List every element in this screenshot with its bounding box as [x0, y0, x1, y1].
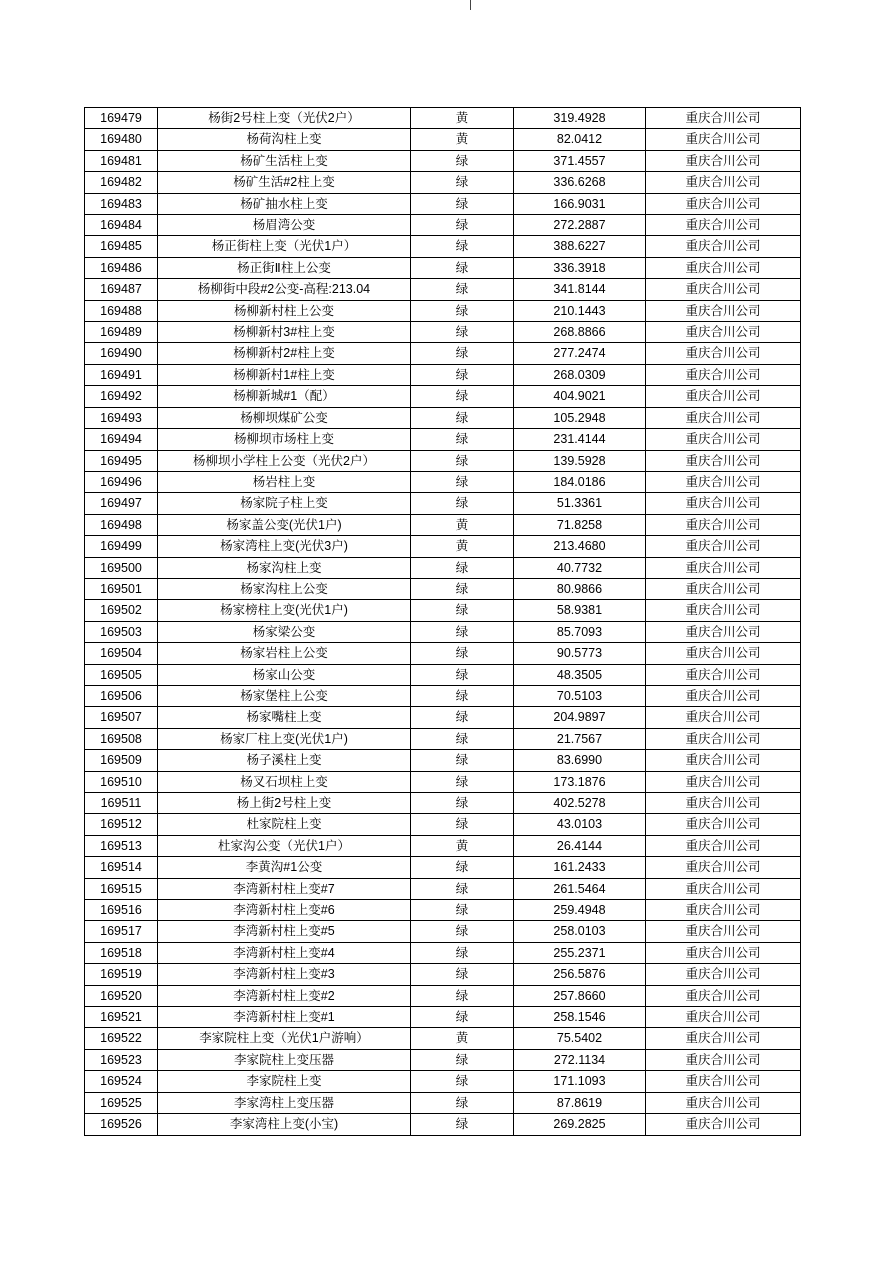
row-value-cell: 272.2887 — [514, 215, 646, 236]
row-name-cell: 杨街2号柱上变（光伏2户） — [158, 108, 411, 129]
row-id-cell: 169511 — [85, 793, 158, 814]
table-row — [85, 1049, 801, 1070]
row-status-cell: 绿 — [411, 1114, 514, 1135]
table-row — [85, 664, 801, 685]
row-id-cell: 169496 — [85, 471, 158, 492]
row-name-cell: 杨矿抽水柱上变 — [158, 193, 411, 214]
row-company-cell: 重庆合川公司 — [646, 257, 801, 278]
table-row — [85, 857, 801, 878]
table-row — [85, 343, 801, 364]
row-company-cell: 重庆合川公司 — [646, 643, 801, 664]
top-edge-tick — [470, 0, 471, 10]
row-company-cell: 重庆合川公司 — [646, 407, 801, 428]
row-company-cell: 重庆合川公司 — [646, 364, 801, 385]
row-status-cell: 绿 — [411, 942, 514, 963]
row-company-cell: 重庆合川公司 — [646, 429, 801, 450]
row-value-cell: 402.5278 — [514, 793, 646, 814]
row-company-cell: 重庆合川公司 — [646, 985, 801, 1006]
row-status-cell: 绿 — [411, 172, 514, 193]
row-status-cell: 绿 — [411, 407, 514, 428]
table-row — [85, 257, 801, 278]
table-row — [85, 129, 801, 150]
row-company-cell: 重庆合川公司 — [646, 236, 801, 257]
row-status-cell: 绿 — [411, 364, 514, 385]
table-row — [85, 964, 801, 985]
row-value-cell: 277.2474 — [514, 343, 646, 364]
row-status-cell: 绿 — [411, 1049, 514, 1070]
row-id-cell: 169515 — [85, 878, 158, 899]
table-row — [85, 600, 801, 621]
row-status-cell: 绿 — [411, 664, 514, 685]
row-id-cell: 169522 — [85, 1028, 158, 1049]
row-status-cell: 绿 — [411, 557, 514, 578]
row-name-cell: 李家院柱上变压器 — [158, 1049, 411, 1070]
table-row — [85, 878, 801, 899]
row-status-cell: 绿 — [411, 793, 514, 814]
row-company-cell: 重庆合川公司 — [646, 1028, 801, 1049]
row-company-cell: 重庆合川公司 — [646, 450, 801, 471]
table-row — [85, 108, 801, 129]
row-name-cell: 杨柳街中段#2公变-高程:213.04 — [158, 279, 411, 300]
row-id-cell: 169479 — [85, 108, 158, 129]
table-row — [85, 450, 801, 471]
row-id-cell: 169487 — [85, 279, 158, 300]
table-row — [85, 386, 801, 407]
row-status-cell: 绿 — [411, 257, 514, 278]
table-row — [85, 1071, 801, 1092]
row-name-cell: 李湾新村柱上变#2 — [158, 985, 411, 1006]
row-company-cell: 重庆合川公司 — [646, 1114, 801, 1135]
row-status-cell: 绿 — [411, 471, 514, 492]
row-id-cell: 169493 — [85, 407, 158, 428]
row-name-cell: 杨矿生活柱上变 — [158, 150, 411, 171]
row-status-cell: 绿 — [411, 750, 514, 771]
row-name-cell: 杨家榜柱上变(光伏1户) — [158, 600, 411, 621]
row-company-cell: 重庆合川公司 — [646, 279, 801, 300]
row-status-cell: 绿 — [411, 578, 514, 599]
row-id-cell: 169521 — [85, 1007, 158, 1028]
row-id-cell: 169507 — [85, 707, 158, 728]
row-value-cell: 257.8660 — [514, 985, 646, 1006]
table-row — [85, 150, 801, 171]
row-value-cell: 336.3918 — [514, 257, 646, 278]
row-id-cell: 169526 — [85, 1114, 158, 1135]
row-value-cell: 85.7093 — [514, 621, 646, 642]
row-name-cell: 李家院柱上变 — [158, 1071, 411, 1092]
row-company-cell: 重庆合川公司 — [646, 1092, 801, 1113]
row-id-cell: 169525 — [85, 1092, 158, 1113]
row-value-cell: 371.4557 — [514, 150, 646, 171]
row-id-cell: 169513 — [85, 835, 158, 856]
row-name-cell: 杨家院子柱上变 — [158, 493, 411, 514]
row-value-cell: 43.0103 — [514, 814, 646, 835]
row-status-cell: 黄 — [411, 514, 514, 535]
row-value-cell: 210.1443 — [514, 300, 646, 321]
row-status-cell: 黄 — [411, 835, 514, 856]
row-status-cell: 黄 — [411, 1028, 514, 1049]
row-status-cell: 绿 — [411, 1007, 514, 1028]
row-id-cell: 169509 — [85, 750, 158, 771]
row-id-cell: 169495 — [85, 450, 158, 471]
row-status-cell: 绿 — [411, 300, 514, 321]
row-id-cell: 169523 — [85, 1049, 158, 1070]
row-name-cell: 杨柳坝小学柱上公变（光伏2户） — [158, 450, 411, 471]
row-name-cell: 杨家沟柱上变 — [158, 557, 411, 578]
row-status-cell: 绿 — [411, 279, 514, 300]
row-status-cell: 绿 — [411, 386, 514, 407]
row-company-cell: 重庆合川公司 — [646, 621, 801, 642]
row-name-cell: 李湾新村柱上变#4 — [158, 942, 411, 963]
row-name-cell: 杨柳新村柱上公变 — [158, 300, 411, 321]
row-name-cell: 杨家岩柱上公变 — [158, 643, 411, 664]
table-row — [85, 771, 801, 792]
row-id-cell: 169501 — [85, 578, 158, 599]
table-row — [85, 985, 801, 1006]
transformer-load-table — [84, 107, 801, 1136]
table-row — [85, 900, 801, 921]
row-status-cell: 绿 — [411, 600, 514, 621]
row-id-cell: 169518 — [85, 942, 158, 963]
table-row — [85, 921, 801, 942]
row-name-cell: 杨柳新村2#柱上变 — [158, 343, 411, 364]
row-name-cell: 杨柳新城#1（配） — [158, 386, 411, 407]
row-name-cell: 李湾新村柱上变#5 — [158, 921, 411, 942]
table-row — [85, 793, 801, 814]
table-row — [85, 835, 801, 856]
table-row — [85, 707, 801, 728]
table-row — [85, 172, 801, 193]
row-name-cell: 李湾新村柱上变#6 — [158, 900, 411, 921]
table-row — [85, 685, 801, 706]
row-value-cell: 171.1093 — [514, 1071, 646, 1092]
row-name-cell: 杨柳坝市场柱上变 — [158, 429, 411, 450]
table-row — [85, 429, 801, 450]
row-id-cell: 169524 — [85, 1071, 158, 1092]
row-id-cell: 169502 — [85, 600, 158, 621]
row-company-cell: 重庆合川公司 — [646, 172, 801, 193]
table-row — [85, 728, 801, 749]
row-company-cell: 重庆合川公司 — [646, 835, 801, 856]
row-value-cell: 258.0103 — [514, 921, 646, 942]
row-id-cell: 169505 — [85, 664, 158, 685]
row-company-cell: 重庆合川公司 — [646, 685, 801, 706]
row-value-cell: 272.1134 — [514, 1049, 646, 1070]
row-id-cell: 169484 — [85, 215, 158, 236]
row-status-cell: 黄 — [411, 536, 514, 557]
row-name-cell: 杨家嘴柱上变 — [158, 707, 411, 728]
row-status-cell: 绿 — [411, 814, 514, 835]
table-row — [85, 1114, 801, 1135]
table-row — [85, 407, 801, 428]
row-value-cell: 40.7732 — [514, 557, 646, 578]
table-row — [85, 364, 801, 385]
row-value-cell: 83.6990 — [514, 750, 646, 771]
row-company-cell: 重庆合川公司 — [646, 557, 801, 578]
row-name-cell: 杨岩柱上变 — [158, 471, 411, 492]
row-status-cell: 绿 — [411, 429, 514, 450]
row-id-cell: 169498 — [85, 514, 158, 535]
row-company-cell: 重庆合川公司 — [646, 600, 801, 621]
row-status-cell: 绿 — [411, 343, 514, 364]
table-row — [85, 750, 801, 771]
row-name-cell: 杨家厂柱上变(光伏1户) — [158, 728, 411, 749]
row-value-cell: 71.8258 — [514, 514, 646, 535]
row-id-cell: 169485 — [85, 236, 158, 257]
row-status-cell: 绿 — [411, 1071, 514, 1092]
table-row — [85, 279, 801, 300]
table-row — [85, 578, 801, 599]
row-id-cell: 169508 — [85, 728, 158, 749]
row-name-cell: 杨正街Ⅱ柱上公变 — [158, 257, 411, 278]
row-value-cell: 70.5103 — [514, 685, 646, 706]
row-company-cell: 重庆合川公司 — [646, 514, 801, 535]
row-company-cell: 重庆合川公司 — [646, 578, 801, 599]
row-status-cell: 绿 — [411, 1092, 514, 1113]
row-value-cell: 268.0309 — [514, 364, 646, 385]
row-id-cell: 169504 — [85, 643, 158, 664]
row-value-cell: 259.4948 — [514, 900, 646, 921]
table-row — [85, 1092, 801, 1113]
row-value-cell: 51.3361 — [514, 493, 646, 514]
table-row — [85, 471, 801, 492]
row-value-cell: 173.1876 — [514, 771, 646, 792]
row-value-cell: 161.2433 — [514, 857, 646, 878]
row-company-cell: 重庆合川公司 — [646, 129, 801, 150]
row-value-cell: 319.4928 — [514, 108, 646, 129]
table-row — [85, 1007, 801, 1028]
row-status-cell: 绿 — [411, 985, 514, 1006]
row-value-cell: 75.5402 — [514, 1028, 646, 1049]
row-value-cell: 256.5876 — [514, 964, 646, 985]
row-id-cell: 169488 — [85, 300, 158, 321]
row-status-cell: 绿 — [411, 728, 514, 749]
row-status-cell: 黄 — [411, 108, 514, 129]
row-name-cell: 李黄沟#1公变 — [158, 857, 411, 878]
table-body — [85, 108, 801, 1136]
row-id-cell: 169490 — [85, 343, 158, 364]
row-id-cell: 169506 — [85, 685, 158, 706]
row-id-cell: 169482 — [85, 172, 158, 193]
row-id-cell: 169483 — [85, 193, 158, 214]
row-name-cell: 杨柳新村1#柱上变 — [158, 364, 411, 385]
row-name-cell: 杜家院柱上变 — [158, 814, 411, 835]
row-name-cell: 杨叉石坝柱上变 — [158, 771, 411, 792]
row-company-cell: 重庆合川公司 — [646, 857, 801, 878]
row-value-cell: 213.4680 — [514, 536, 646, 557]
row-id-cell: 169510 — [85, 771, 158, 792]
table-row — [85, 942, 801, 963]
row-status-cell: 绿 — [411, 322, 514, 343]
row-status-cell: 绿 — [411, 900, 514, 921]
row-id-cell: 169497 — [85, 493, 158, 514]
row-status-cell: 绿 — [411, 643, 514, 664]
row-status-cell: 绿 — [411, 685, 514, 706]
row-company-cell: 重庆合川公司 — [646, 150, 801, 171]
row-value-cell: 388.6227 — [514, 236, 646, 257]
row-id-cell: 169512 — [85, 814, 158, 835]
row-status-cell: 绿 — [411, 878, 514, 899]
row-name-cell: 杨家盖公变(光伏1户) — [158, 514, 411, 535]
table-row — [85, 536, 801, 557]
row-company-cell: 重庆合川公司 — [646, 750, 801, 771]
row-name-cell: 杨眉湾公变 — [158, 215, 411, 236]
row-value-cell: 258.1546 — [514, 1007, 646, 1028]
row-value-cell: 166.9031 — [514, 193, 646, 214]
row-id-cell: 169486 — [85, 257, 158, 278]
row-company-cell: 重庆合川公司 — [646, 322, 801, 343]
row-company-cell: 重庆合川公司 — [646, 108, 801, 129]
table-row — [85, 621, 801, 642]
row-id-cell: 169492 — [85, 386, 158, 407]
row-company-cell: 重庆合川公司 — [646, 343, 801, 364]
row-status-cell: 绿 — [411, 150, 514, 171]
row-company-cell: 重庆合川公司 — [646, 707, 801, 728]
row-value-cell: 87.8619 — [514, 1092, 646, 1113]
row-id-cell: 169480 — [85, 129, 158, 150]
table-row — [85, 193, 801, 214]
row-status-cell: 绿 — [411, 493, 514, 514]
row-name-cell: 李家院柱上变（光伏1户游响） — [158, 1028, 411, 1049]
row-value-cell: 21.7567 — [514, 728, 646, 749]
row-value-cell: 90.5773 — [514, 643, 646, 664]
row-company-cell: 重庆合川公司 — [646, 493, 801, 514]
row-value-cell: 404.9021 — [514, 386, 646, 407]
row-company-cell: 重庆合川公司 — [646, 536, 801, 557]
row-name-cell: 杨家梁公变 — [158, 621, 411, 642]
row-company-cell: 重庆合川公司 — [646, 300, 801, 321]
row-status-cell: 绿 — [411, 215, 514, 236]
row-company-cell: 重庆合川公司 — [646, 664, 801, 685]
document-page — [84, 107, 801, 1136]
row-id-cell: 169494 — [85, 429, 158, 450]
row-status-cell: 绿 — [411, 707, 514, 728]
table-row — [85, 215, 801, 236]
row-company-cell: 重庆合川公司 — [646, 1049, 801, 1070]
row-value-cell: 261.5464 — [514, 878, 646, 899]
row-status-cell: 绿 — [411, 236, 514, 257]
row-company-cell: 重庆合川公司 — [646, 878, 801, 899]
row-name-cell: 杨正街柱上变（光伏1户） — [158, 236, 411, 257]
table-row — [85, 300, 801, 321]
row-company-cell: 重庆合川公司 — [646, 215, 801, 236]
row-company-cell: 重庆合川公司 — [646, 386, 801, 407]
row-company-cell: 重庆合川公司 — [646, 1007, 801, 1028]
row-name-cell: 杨上街2号柱上变 — [158, 793, 411, 814]
row-value-cell: 58.9381 — [514, 600, 646, 621]
table-row — [85, 643, 801, 664]
row-name-cell: 杨家湾柱上变(光伏3户) — [158, 536, 411, 557]
row-value-cell: 336.6268 — [514, 172, 646, 193]
row-name-cell: 杨子溪柱上变 — [158, 750, 411, 771]
row-status-cell: 绿 — [411, 964, 514, 985]
table-row — [85, 514, 801, 535]
row-company-cell: 重庆合川公司 — [646, 921, 801, 942]
row-id-cell: 169499 — [85, 536, 158, 557]
table-row — [85, 322, 801, 343]
table-row — [85, 1028, 801, 1049]
row-id-cell: 169517 — [85, 921, 158, 942]
row-status-cell: 绿 — [411, 921, 514, 942]
row-company-cell: 重庆合川公司 — [646, 771, 801, 792]
row-status-cell: 绿 — [411, 621, 514, 642]
table-row — [85, 814, 801, 835]
row-id-cell: 169500 — [85, 557, 158, 578]
table-row — [85, 557, 801, 578]
row-name-cell: 杨荷沟柱上变 — [158, 129, 411, 150]
row-name-cell: 杨柳新村3#柱上变 — [158, 322, 411, 343]
row-status-cell: 绿 — [411, 450, 514, 471]
row-id-cell: 169516 — [85, 900, 158, 921]
row-company-cell: 重庆合川公司 — [646, 1071, 801, 1092]
row-id-cell: 169519 — [85, 964, 158, 985]
table-row — [85, 236, 801, 257]
row-company-cell: 重庆合川公司 — [646, 193, 801, 214]
row-name-cell: 杜家沟公变（光伏1户） — [158, 835, 411, 856]
row-company-cell: 重庆合川公司 — [646, 728, 801, 749]
row-value-cell: 255.2371 — [514, 942, 646, 963]
row-id-cell: 169491 — [85, 364, 158, 385]
row-id-cell: 169503 — [85, 621, 158, 642]
table-row — [85, 493, 801, 514]
row-company-cell: 重庆合川公司 — [646, 793, 801, 814]
row-value-cell: 26.4144 — [514, 835, 646, 856]
row-id-cell: 169481 — [85, 150, 158, 171]
row-company-cell: 重庆合川公司 — [646, 471, 801, 492]
row-name-cell: 李湾新村柱上变#3 — [158, 964, 411, 985]
row-company-cell: 重庆合川公司 — [646, 942, 801, 963]
row-name-cell: 杨柳坝煤矿公变 — [158, 407, 411, 428]
row-name-cell: 李湾新村柱上变#1 — [158, 1007, 411, 1028]
row-company-cell: 重庆合川公司 — [646, 964, 801, 985]
row-name-cell: 杨家堡柱上公变 — [158, 685, 411, 706]
row-company-cell: 重庆合川公司 — [646, 814, 801, 835]
row-name-cell: 杨家山公变 — [158, 664, 411, 685]
row-id-cell: 169514 — [85, 857, 158, 878]
row-status-cell: 绿 — [411, 193, 514, 214]
row-name-cell: 李湾新村柱上变#7 — [158, 878, 411, 899]
row-id-cell: 169520 — [85, 985, 158, 1006]
row-name-cell: 李家湾柱上变(小宝) — [158, 1114, 411, 1135]
row-id-cell: 169489 — [85, 322, 158, 343]
row-value-cell: 269.2825 — [514, 1114, 646, 1135]
row-value-cell: 231.4144 — [514, 429, 646, 450]
row-value-cell: 268.8866 — [514, 322, 646, 343]
row-value-cell: 105.2948 — [514, 407, 646, 428]
row-name-cell: 杨矿生活#2柱上变 — [158, 172, 411, 193]
row-company-cell: 重庆合川公司 — [646, 900, 801, 921]
row-value-cell: 82.0412 — [514, 129, 646, 150]
row-status-cell: 黄 — [411, 129, 514, 150]
row-value-cell: 80.9866 — [514, 578, 646, 599]
row-value-cell: 204.9897 — [514, 707, 646, 728]
row-name-cell: 李家湾柱上变压器 — [158, 1092, 411, 1113]
row-value-cell: 184.0186 — [514, 471, 646, 492]
row-value-cell: 48.3505 — [514, 664, 646, 685]
row-status-cell: 绿 — [411, 771, 514, 792]
row-name-cell: 杨家沟柱上公变 — [158, 578, 411, 599]
row-status-cell: 绿 — [411, 857, 514, 878]
row-value-cell: 341.8144 — [514, 279, 646, 300]
row-value-cell: 139.5928 — [514, 450, 646, 471]
